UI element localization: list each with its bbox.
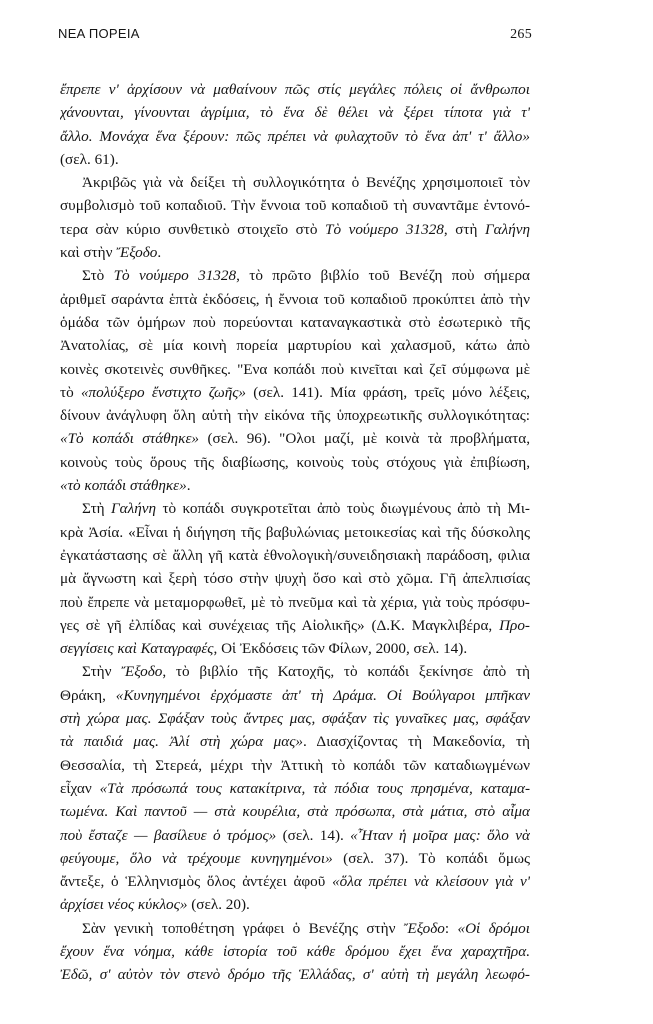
text-run: μὰ ἄγνωστη καὶ ξερὴ τόσο στὴν ψυχὴ ὅσο καὶ στὸ χῶμα. Γῆ ἀπελπισίας	[60, 570, 530, 588]
italic-text: χάνουνται, γίνουνται ἀγρίμια, τὸ ἕνα δὲ θέλει νὰ ξέρει τίποτα γιὰ τ'	[60, 104, 530, 122]
text-line	[60, 591, 530, 614]
italic-text: «Ἦταν ἡ μοῖρα μας: ὅλο νὰ	[350, 826, 530, 844]
italic-text: «ὅλα πρέπει νὰ κλείσουν γιὰ ν'	[332, 873, 530, 891]
body-text	[60, 78, 530, 987]
text-run: Ἀκριβῶς γιὰ νὰ δείξει τὴ συλλογικότητα ὁ Βενέζης χρησιμοποιεῖ τὸν	[82, 174, 530, 192]
text-line	[60, 311, 530, 334]
text-run: Σὰν γενικὴ τοποθέτηση γράφει ὁ Βενέζης στὴν	[82, 919, 404, 937]
text-run: δίνουν ἀνάγλυφη ὅλη αὐτὴ τὴν εἰκόνα τῆς ὑποχρεωτικῆς συλλογικότητας:	[60, 407, 530, 425]
italic-text: σεγγίσεις καὶ Καταγραφές	[60, 640, 214, 658]
text-line	[60, 288, 530, 311]
text-run: ὁμάδα τῶν ὁμήρων ποὺ πορεύονται καταναγκαστικὰ στὸ ἐσωτερικὸ τῆς	[60, 313, 530, 331]
text-run: Στὸ	[82, 267, 114, 285]
text-line	[60, 800, 530, 823]
text-line	[60, 824, 530, 847]
text-run: (σελ. 141). Μία φράση, τρεῖς μόνο λέξεις,	[246, 383, 530, 401]
text-line	[60, 847, 530, 870]
text-line	[60, 567, 530, 590]
text-run: τερα σὰν κύριο συνθετικὸ στοιχεῖο στὸ	[60, 220, 325, 238]
italic-text: Προ-	[499, 616, 530, 634]
text-run: γες σὲ γῆ ἐλπίδας καὶ συνέχειας τῆς Αἰολικῆς» (Δ.Κ. Μαγκλιβέρα,	[60, 616, 500, 634]
text-line	[60, 940, 530, 963]
text-run: Θράκη,	[60, 686, 116, 704]
text-run: (σελ. 61).	[60, 150, 119, 168]
italic-text: φεύγουμε, ὅλο νὰ τρέχουμε κυνηγημένοι»	[60, 849, 333, 867]
text-line	[60, 777, 530, 800]
text-line	[60, 497, 530, 520]
text-run: ποὺ ἔπρεπε νὰ μεταμορφωθεῖ, μὲ τὸ πνεῦμα καὶ τὰ χέρια, γιὰ τοὺς πρόσφυ-	[60, 593, 530, 611]
text-run: (σελ. 14).	[276, 826, 351, 844]
text-run: . Διασχίζοντας τὴ Μακεδονία, τὴ	[303, 733, 530, 751]
italic-text: ἔχουν ἕνα νόημα, κάθε ἱστορία τοῦ κάθε δρόμου ἔχει ἕνα χαραχτῆρα.	[60, 942, 530, 960]
text-run: (σελ. 37). Τὸ κοπάδι ὅμως	[332, 849, 530, 867]
text-run: κρὰ Ἀσία. «Εἶναι ἡ διήγηση τῆς βαβυλώνιας μετοικεσίας καὶ τῆς δύσκολης	[60, 523, 530, 541]
italic-text: στὴ χώρα μας. Σφάξαν τοὺς ἄντρες μας, σφάξαν τὶς γυναῖκες μας, σφάξαν	[60, 710, 530, 728]
text-line	[60, 427, 530, 450]
italic-text: Ἔξοδο	[121, 663, 163, 681]
text-line	[60, 451, 530, 474]
text-run: Ἀνατολίας, σὲ μία κοινὴ πορεία μαρτυρίου καὶ χαλασμοῦ, κάτω ἀπὸ	[60, 337, 530, 355]
italic-text: Τὸ νούμερο 31328	[325, 220, 444, 238]
text-line	[60, 544, 530, 567]
text-run: , στὴ	[443, 220, 485, 238]
text-line	[60, 358, 530, 381]
italic-text: «Τὸ κοπάδι στάθηκε»	[60, 430, 200, 448]
text-run: .	[186, 477, 191, 495]
text-run: τὸ	[60, 383, 81, 401]
text-run: :	[444, 919, 458, 937]
italic-text: «Οἱ δρόμοι	[457, 919, 530, 937]
text-line	[60, 381, 530, 404]
text-run: Θεσσαλία, τὴ Στερεά, μέχρι τὴν Ἀττικὴ τὸ κοπάδι τῶν καταδιωγμένων	[60, 756, 530, 774]
text-run: Στὴ	[82, 500, 112, 518]
text-run: εἶχαν	[60, 779, 100, 797]
text-run: , τὸ πρῶτο βιβλίο τοῦ Βενέζη ποὺ σήμερα	[236, 267, 530, 285]
text-line	[60, 754, 530, 777]
italic-text: Ἔξοδο	[116, 244, 158, 262]
italic-text: Ἔξοδο	[403, 919, 445, 937]
text-line	[60, 707, 530, 730]
text-line	[60, 521, 530, 544]
text-line	[60, 264, 530, 287]
page-number: 265	[510, 27, 532, 42]
text-line	[60, 614, 530, 637]
italic-text: Τὸ νούμερο 31328	[113, 267, 237, 285]
text-run: συμβολισμὸ τοῦ κοπαδιοῦ. Τὴν ἔννοια τοῦ κοπαδιοῦ τὴ συναντᾶμε ἐντονό-	[60, 197, 530, 215]
italic-text: «πολύξερο ἔνστιχτο ζωῆς»	[80, 383, 247, 401]
italic-text: ἀρχίσει νέος κύκλος»	[60, 896, 188, 914]
text-line	[60, 125, 530, 148]
text-line	[60, 101, 530, 124]
text-line	[60, 730, 530, 753]
text-line	[60, 334, 530, 357]
italic-text: «Κυνηγημένοι ἐρχόμαστε ἀπ' τὴ Δράμα. Οἱ Βούλγαροι μπῆκαν	[115, 686, 530, 704]
text-run: τὸ κοπάδι συγκροτεῖται ἀπὸ τοὺς διωγμένους ἀπὸ τὴ Μι-	[156, 500, 530, 518]
text-run: κοινὲς σκοτεινὲς συνθῆκες. "Ενα κοπάδι ποὺ κινεῖται καὶ ζεῖ σύμφωνα μὲ	[60, 360, 530, 378]
text-run: ἐγκατάστασης σὲ ἄλλη γῆ κατὰ ἐθνολογικὴ/συνειδησιακὴ παράδοση, φιλια	[60, 546, 530, 564]
text-run: , Οἱ Ἐκδόσεις τῶν Φίλων, 2000, σελ. 14).	[213, 640, 468, 658]
text-line	[60, 404, 530, 427]
running-title: ΝΕΑ ΠΟΡΕΙΑ	[58, 26, 140, 41]
text-run: καὶ στὴν	[60, 244, 117, 262]
italic-text: Γαλήνη	[485, 220, 530, 238]
text-line	[60, 684, 530, 707]
text-run: (σελ. 20).	[187, 896, 250, 914]
page-header	[58, 26, 532, 43]
text-line	[60, 917, 530, 940]
text-line	[60, 194, 530, 217]
italic-text: ἄλλο. Μονάχα ἕνα ξέρουν: πῶς πρέπει νὰ φυλαχτοῦν τὸ ἕνα ἀπ' τ' ἄλλο»	[60, 127, 530, 145]
italic-text: τωμένα. Καὶ παντοῦ — στὰ κουρέλια, στὰ πρόσωπα, στὰ μάτια, στὸ αἷμα	[60, 803, 530, 821]
text-line	[60, 870, 530, 893]
italic-text: ἔπρεπε ν' ἀρχίσουν νὰ μαθαίνουν πῶς στίς μεγάλες πόλεις οἱ ἄνθρωποι	[60, 81, 530, 98]
text-run: ἀριθμεῖ σαράντα ἑπτὰ ἐκδόσεις, ἡ ἔννοια τοῦ κοπαδιοῦ προκύπτει ἀπὸ τὴν	[60, 290, 530, 308]
text-line	[60, 171, 530, 194]
text-line	[60, 660, 530, 683]
text-run: ἄντεξε, ὁ Ἑλληνισμὸς ὅλος ἀντέχει ἀφοῦ	[60, 873, 333, 891]
italic-text: τὰ παιδιά μας. Ἀλί στὴ χώρα μας»	[60, 733, 303, 751]
text-line	[60, 893, 530, 916]
italic-text: «τὸ κοπάδι στάθηκε»	[60, 477, 187, 495]
italic-text: Γαλήνη	[111, 500, 157, 518]
text-run: .	[157, 244, 162, 262]
text-line	[60, 78, 530, 101]
text-line	[60, 218, 530, 241]
text-run: , τὸ βιβλίο τῆς Κατοχῆς, τὸ κοπάδι ξεκίνησε ἀπὸ τὴ	[162, 663, 530, 681]
text-line	[60, 474, 530, 497]
text-line	[60, 148, 530, 171]
italic-text: ποὺ ἔσταζε — βασίλευε ὁ τρόμος»	[60, 826, 277, 844]
text-line	[60, 637, 530, 660]
text-run: Στὴν	[82, 663, 122, 681]
text-line	[60, 963, 530, 986]
text-run: (σελ. 96). "Ολοι μαζί, μὲ κοινὰ τὰ προβλήματα,	[199, 430, 530, 448]
text-run: κοινοὺς τοὺς ὅρους τῆς διαβίωσης, κοινοὺς τοὺς στόχους γιὰ ἐπιβίωση,	[60, 453, 530, 471]
italic-text: «Τὰ πρόσωπά τους κατακίτρινα, τὰ πόδια τους πρησμένα, καταμα-	[99, 779, 530, 797]
text-line	[60, 241, 530, 264]
italic-text: Ἐδῶ, σ' αὐτὸν τὸν στενὸ δρόμο τῆς Ἑλλάδας, σ' αὐτὴ τὴ μεγάλη λεωφό-	[60, 966, 530, 984]
